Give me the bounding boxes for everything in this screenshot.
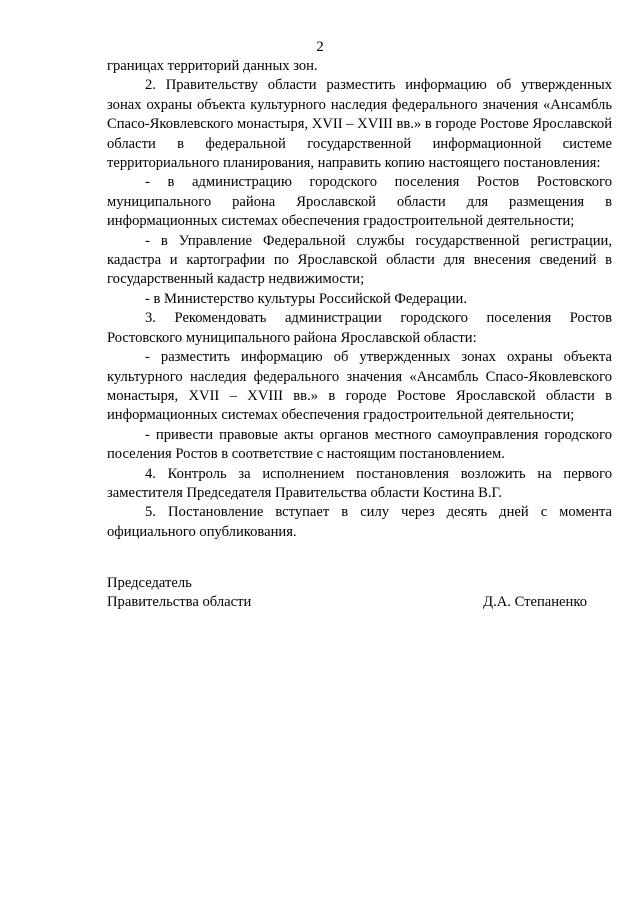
paragraph-continuation: границах территорий данных зон. [107, 58, 318, 74]
paragraph-subitem-publish-info: - разместить информацию об утвержденных зонах охраны объекта культурного наследия федерального значения «Ансамбль Спасо-Яковлевского монастыря, XVII – XVIII вв.» в городе Ростове Ярославской области в информационных системах обеспечения градостроительной деятельности; [107, 349, 612, 424]
page-number: 2 [316, 39, 324, 55]
paragraph-item-4: 4. Контроль за исполнением постановления возложить на первого заместителя Председателя Правительства области Костина В.Г. [107, 465, 612, 501]
signatory-title-line1: Председатель [107, 575, 192, 591]
paragraph-subitem-rosreestr: - в Управление Федеральной службы государственной регистрации, кадастра и картографии по Ярославской области для внесения сведений в государственный кадастр недвижимости; [107, 232, 612, 288]
paragraph-subitem-administration: - в администрацию городского поселения Ростов Ростовского муниципального района Ярославской области для размещения в информационных системах обеспечения градостроительной деятельности; [107, 174, 612, 230]
paragraph-item-3: 3. Рекомендовать администрации городского поселения Ростов Ростовского муниципального района Ярославской области: [107, 310, 612, 346]
signatory-name: Д.А. Степаненко [483, 594, 587, 611]
paragraph-item-2: 2. Правительству области разместить информацию об утвержденных зонах охраны объекта культурного наследия федерального значения «Ансамбль Спасо-Яковлевского монастыря, XVII – XVIII вв.» в городе Ростове Ярославской области в федеральной государственной информационной системе территориального планирования, направить копию настоящего постановления: [107, 77, 613, 172]
paragraph-subitem-legal-acts: - привести правовые акты органов местного самоуправления городского поселения Ростов в соответствие с настоящим постановлением. [107, 426, 612, 463]
paragraph-subitem-ministry: - в Министерство культуры Российской Федерации. [145, 290, 467, 307]
signature-block [107, 574, 612, 613]
paragraph-item-5: 5. Постановление вступает в силу через десять дней с момента официального опубликования. [107, 504, 612, 540]
document-body [107, 57, 612, 542]
signatory-title-line2: Правительства области [107, 594, 252, 611]
